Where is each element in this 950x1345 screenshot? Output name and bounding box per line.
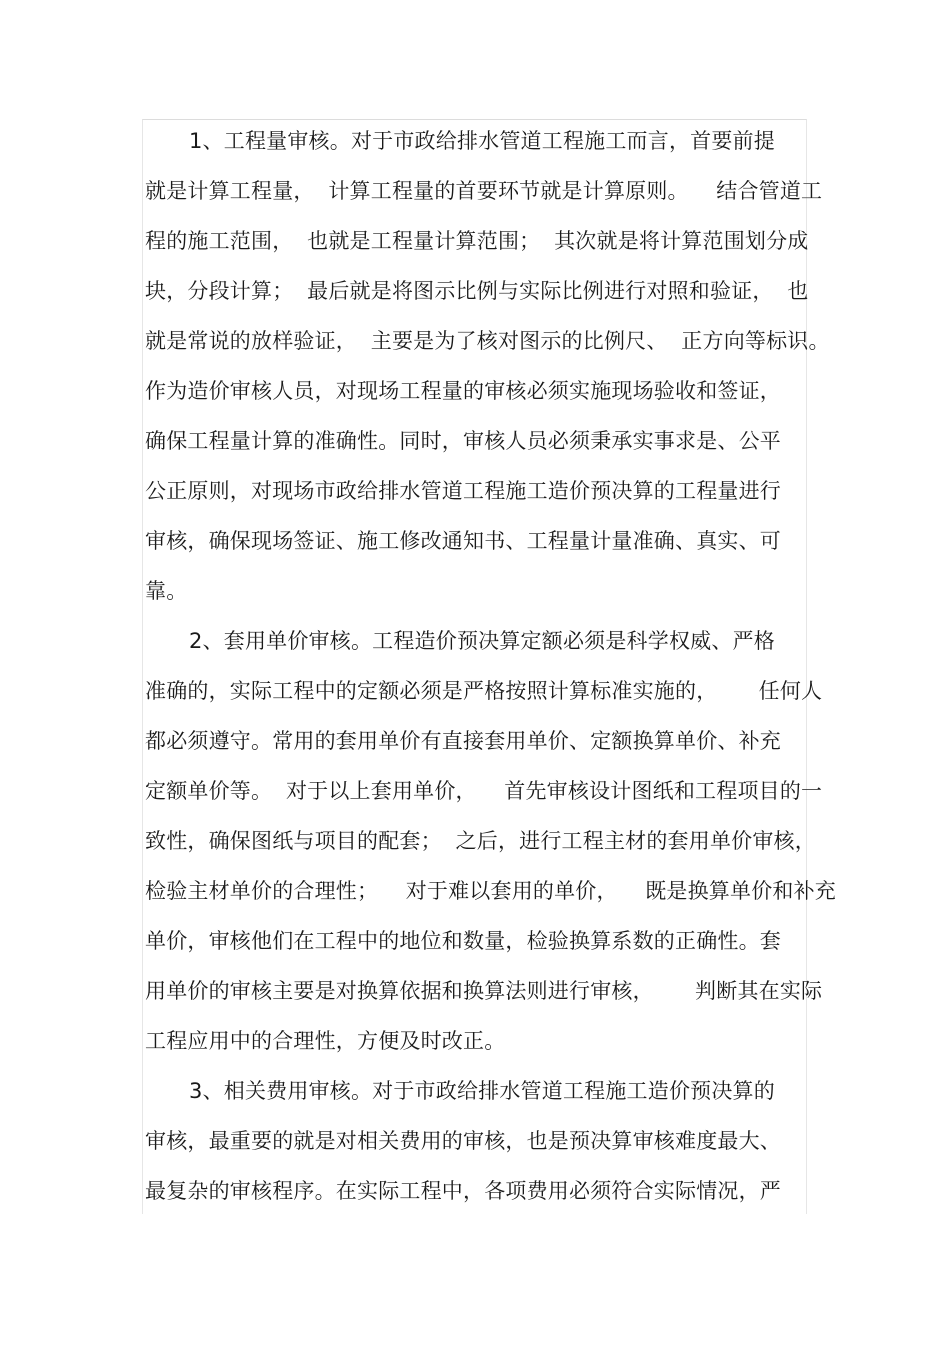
- text-line: 程的施工范围， 也就是工程量计算范围； 其次就是将计算范围划分成: [145, 229, 809, 253]
- text-line: 就是计算工程量， 计算工程量的首要环节就是计算原则。 结合管道工: [145, 179, 823, 203]
- text-line: 最复杂的审核程序。在实际工程中，各项费用必须符合实际情况，严: [145, 1179, 781, 1203]
- text-line: 3、相关费用审核。对于市政给排水管道工程施工造价预决算的: [189, 1079, 775, 1103]
- text-line: 准确的，实际工程中的定额必须是严格按照计算标准实施的， 任何人: [145, 679, 823, 703]
- document-body: [145, 116, 836, 1216]
- text-line: 2、套用单价审核。工程造价预决算定额必须是科学权威、严格: [189, 629, 775, 653]
- text-line: 检验主材单价的合理性； 对于难以套用的单价， 既是换算单价和补充: [145, 879, 836, 903]
- text-line: 块，分段计算； 最后就是将图示比例与实际比例进行对照和验证， 也: [145, 279, 809, 303]
- text-line: 审核，最重要的就是对相关费用的审核，也是预决算审核难度最大、: [145, 1129, 781, 1153]
- text-line: 审核，确保现场签证、施工修改通知书、工程量计量准确、真实、可: [145, 529, 781, 553]
- text-line: 致性，确保图纸与项目的配套； 之后，进行工程主材的套用单价审核，: [145, 829, 816, 853]
- text-line: 工程应用中的合理性，方便及时改正。: [145, 1029, 506, 1053]
- text-line: 单价，审核他们在工程中的地位和数量，检验换算系数的正确性。套: [145, 929, 781, 953]
- text-line: 靠。: [145, 579, 188, 603]
- text-line: 作为造价审核人员，对现场工程量的审核必须实施现场验收和签证，: [145, 379, 781, 403]
- text-line: 都必须遵守。常用的套用单价有直接套用单价、定额换算单价、补充: [145, 729, 781, 753]
- text-line: 用单价的审核主要是对换算依据和换算法则进行审核， 判断其在实际: [145, 979, 823, 1003]
- text-line: 1、工程量审核。对于市政给排水管道工程施工而言，首要前提: [189, 129, 775, 153]
- text-line: 公正原则，对现场市政给排水管道工程施工造价预决算的工程量进行: [145, 479, 781, 503]
- text-line: 定额单价等。 对于以上套用单价， 首先审核设计图纸和工程项目的一: [145, 779, 823, 803]
- text-line: 就是常说的放样验证， 主要是为了核对图示的比例尺、 正方向等标识。: [145, 329, 830, 353]
- text-line: 确保工程量计算的准确性。同时，审核人员必须秉承实事求是、公平: [145, 429, 781, 453]
